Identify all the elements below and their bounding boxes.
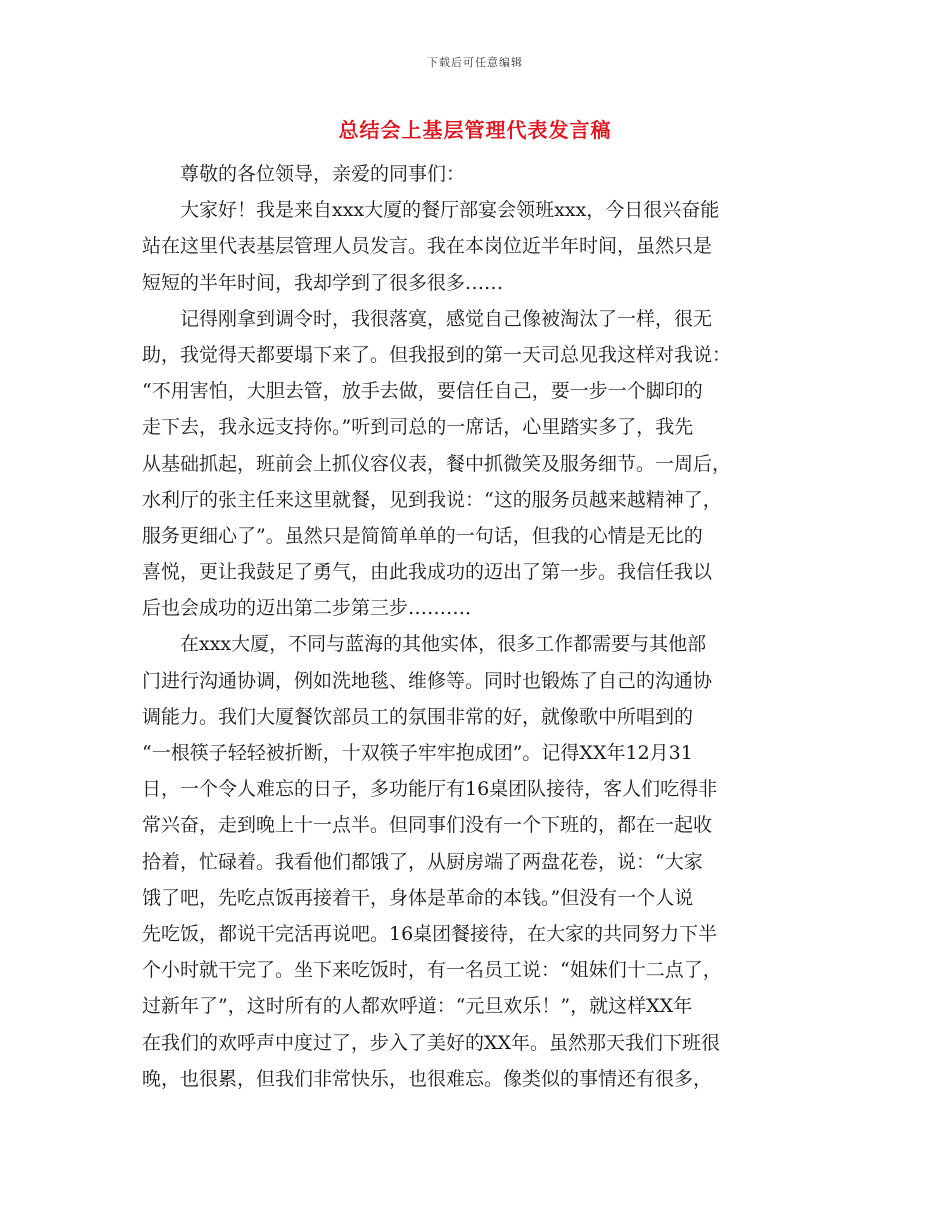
text-line: 个小时就干完了。坐下来吃饭时，有一名员工说：“姐妹们十二点了， <box>142 959 722 982</box>
text-line: 记得刚拿到调令时，我很落寞，感觉自己像被淘汰了一样，很无 <box>142 307 713 330</box>
text-line: 过新年了”，这时所有的人都欢呼道：“元旦欢乐！”，就这样XX年 <box>142 995 693 1018</box>
text-line: 助，我觉得天都要塌下来了。但我报到的第一天司总见我这样对我说： <box>142 343 732 366</box>
text-line: 尊敬的各位领导，亲爱的同事们： <box>142 163 466 185</box>
text-line: 走下去，我永远支持你。”听到司总的一席话，心里踏实多了，我先 <box>142 416 694 439</box>
text-line: 从基础抓起，班前会上抓仪容仪表，餐中抓微笑及服务细节。一周后， <box>142 452 732 475</box>
header-note: 下载后可任意编辑 <box>427 56 523 69</box>
text-line: 站在这里代表基层管理人员发言。我在本岗位近半年时间，虽然只是 <box>142 235 713 258</box>
text-line: 拾着，忙碌着。我看他们都饿了，从厨房端了两盘花卷，说：“大家 <box>142 850 703 873</box>
text-line: 在xxx大厦，不同与蓝海的其他实体，很多工作都需要与其他部 <box>142 633 707 656</box>
text-line: 在我们的欢呼声中度过了，步入了美好的XX年。虽然那天我们下班很 <box>142 1031 721 1054</box>
document-body <box>142 156 808 1097</box>
text-line: 门进行沟通协调，例如洗地毯、维修等。同时也锻炼了自己的沟通协 <box>142 669 713 692</box>
text-line: 先吃饭，都说干完活再说吧。16桌团餐接待，在大家的共同努力下半 <box>142 922 718 945</box>
text-line: 服务更细心了”。虽然只是简简单单的一句话，但我的心情是无比的 <box>142 524 703 547</box>
text-line: “不用害怕，大胆去管，放手去做，要信任自己，要一步一个脚印的 <box>142 380 703 403</box>
text-line: 短短的半年时间，我却学到了很多很多…… <box>142 271 504 294</box>
text-line: 调能力。我们大厦餐饮部员工的氛围非常的好，就像歌中所唱到的 <box>142 705 694 728</box>
text-line: 晚，也很累，但我们非常快乐，也很难忘。像类似的事情还有很多， <box>142 1067 713 1090</box>
text-line: 日，一个令人难忘的日子，多功能厅有16桌团队接待，客人们吃得非 <box>142 778 718 801</box>
text-line: 后也会成功的迈出第二步第三步………． <box>142 597 485 620</box>
text-line: 饿了吧，先吃点饭再接着干，身体是革命的本钱。”但没有一个人说 <box>142 886 694 909</box>
text-line: 喜悦，更让我鼓足了勇气，由此我成功的迈出了第一步。我信任我以 <box>142 561 713 584</box>
text-line: “一根筷子轻轻被折断，十双筷子牢牢抱成团”。记得XX年12月31 <box>142 742 693 764</box>
document-title: 总结会上基层管理代表发言稿 <box>338 118 612 142</box>
text-line: 水利厅的张主任来这里就餐，见到我说：“这的服务员越来越精神了， <box>142 488 722 511</box>
text-line: 大家好！我是来自xxx大厦的餐厅部宴会领班xxx，今日很兴奋能 <box>142 199 720 222</box>
text-line: 常兴奋，走到晚上十一点半。但同事们没有一个下班的，都在一起收 <box>142 814 713 837</box>
